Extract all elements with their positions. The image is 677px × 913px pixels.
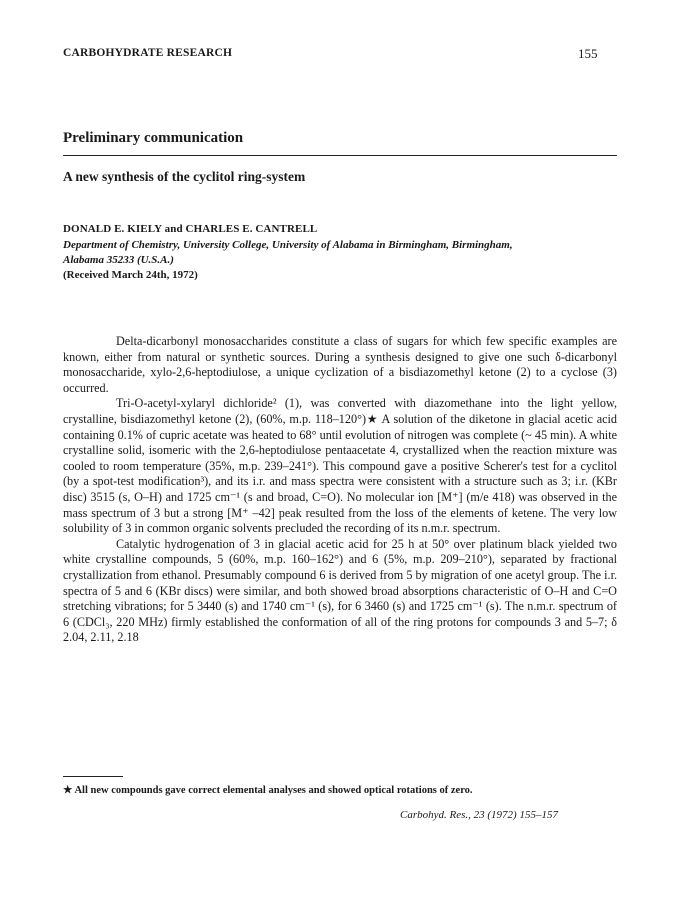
footnote: ★ All new compounds gave correct elemental analyses and showed optical rotations of zero.	[63, 785, 473, 796]
section-heading: Preliminary communication	[63, 130, 244, 146]
body-paragraph-2: Tri-O-acetyl-xylaryl dichloride² (1), was converted with diazomethane into the light yellow, crystalline, bisdiazomethyl ketone (2), (60%, m.p. 118–120°)★ A solution of the diketone in glacial acetic acid containing 0.1% of cupric acetate was heated to 68° until evolution of nitrogen was complete (~ 45 min). A white crystalline solid, isomeric with the 2,6-heptodiulose pentaacetate 4, crystallized when the reaction mixture was cooled to room temperature (35%, m.p. 239–241°). This compound gave a positive Scherer's test for a cyclitol (by a spot-test modification³), and its i.r. and mass spectra were consistent with a structure such as 3; i.r. (KBr disc) 3515 (s, O–H) and 1725 cm⁻¹ (s and broad, C=O). No molecular ion [M⁺] (m/e 418) was observed in the mass spectrum of 3 but a strong [M⁺ –42] peak resulted from the loss of the elements of ketene. The very low solubility of 3 in common organic solvents precluded the recording of its n.m.r. spectrum.	[63, 396, 617, 536]
affiliation-line-1: Department of Chemistry, University College, University of Alabama in Birmingham, Birmingham,	[63, 239, 513, 251]
section-divider	[63, 155, 617, 156]
received-date: (Received March 24th, 1972)	[63, 269, 198, 281]
body-paragraph-3: Catalytic hydrogenation of 3 in glacial acetic acid for 25 h at 50° over platinum black yielded two white crystalline compounds, 5 (60%, m.p. 160–162°) and 6 (5%, m.p. 209–210°), separated by fractional crystallization from ethanol. Presumably compound 6 is derived from 5 by migration of one acetyl group. The i.r. spectra of 5 and 6 (KBr discs) were similar, and both showed broad absorptions characteristic of O–H and C=O stretching vibrations; for 5 3440 (s) and 1740 cm⁻¹ (s), for 6 3460 (s) and 1725 cm⁻¹ (s). The n.m.r. spectrum of 6 (CDCl₃, 220 MHz) firmly established the conformation of all of the ring protons for compounds 3 and 5–7; δ 2.04, 2.11, 2.18	[63, 536, 617, 645]
body-paragraph-1: Delta-dicarbonyl monosaccharides constitute a class of sugars for which few specific examples are known, either from natural or synthetic sources. During a synthesis designed to give one such δ-dicarbonyl monosaccharide, xylo-2,6-heptodiulose, a unique cyclization of a bisdiazomethyl ketone (2) to a cyclose (3) occurred.	[63, 334, 617, 395]
running-header-journal: CARBOHYDRATE RESEARCH	[63, 47, 233, 59]
affiliation-line-2: Alabama 35233 (U.S.A.)	[63, 254, 174, 266]
article-title: A new synthesis of the cyclitol ring-system	[63, 169, 306, 184]
author-list: DONALD E. KIELY and CHARLES E. CANTRELL	[63, 223, 318, 235]
journal-citation: Carbohyd. Res., 23 (1972) 155–157	[400, 809, 558, 821]
page-number: 155	[578, 46, 598, 61]
footnote-rule	[63, 776, 123, 777]
article-body	[63, 334, 617, 646]
